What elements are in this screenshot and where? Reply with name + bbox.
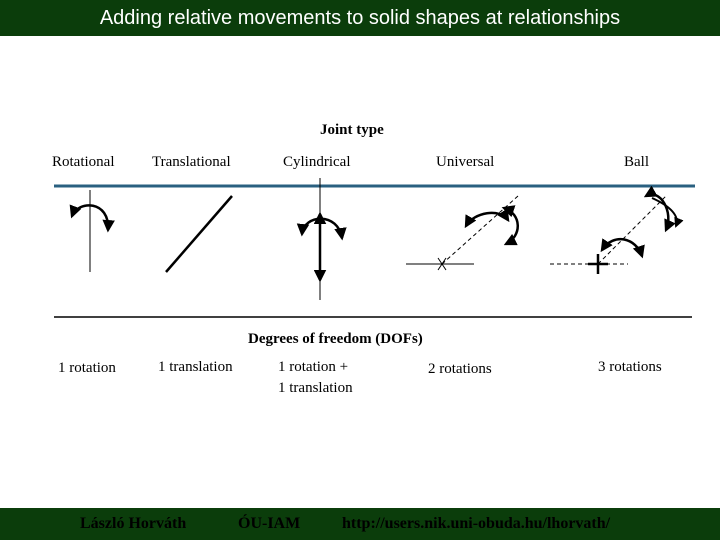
dof-ball: 3 rotations	[598, 359, 662, 375]
footer-author: László Horváth	[80, 515, 187, 532]
dof-heading: Degrees of freedom (DOFs)	[248, 331, 423, 347]
joint-type-heading: Joint type	[320, 122, 384, 138]
dof-translational: 1 translation	[158, 359, 233, 375]
dof-universal: 2 rotations	[428, 361, 492, 377]
dof-cylindrical-line1: 1 rotation +	[278, 359, 349, 375]
footer-org: ÓU-IAM	[238, 515, 301, 532]
joint-type-ball: Ball	[624, 154, 649, 170]
slide-title: Adding relative movements to solid shapes at relationships	[99, 7, 621, 29]
translational-joint-symbol	[166, 196, 232, 272]
rotational-joint-symbol	[72, 190, 108, 272]
ball-joint-symbol	[550, 194, 677, 274]
footer-url[interactable]: http://users.nik.uni-obuda.hu/lhorvath/	[342, 515, 611, 532]
joint-type-translational: Translational	[152, 154, 231, 170]
joint-type-rotational: Rotational	[52, 154, 115, 170]
dof-rotational: 1 rotation	[58, 360, 116, 376]
joint-type-universal: Universal	[436, 154, 495, 170]
joint-type-cylindrical: Cylindrical	[283, 154, 351, 170]
universal-joint-symbol	[406, 196, 518, 270]
cylindrical-joint-symbol	[302, 178, 342, 300]
dof-cylindrical-line2: 1 translation	[278, 380, 353, 396]
